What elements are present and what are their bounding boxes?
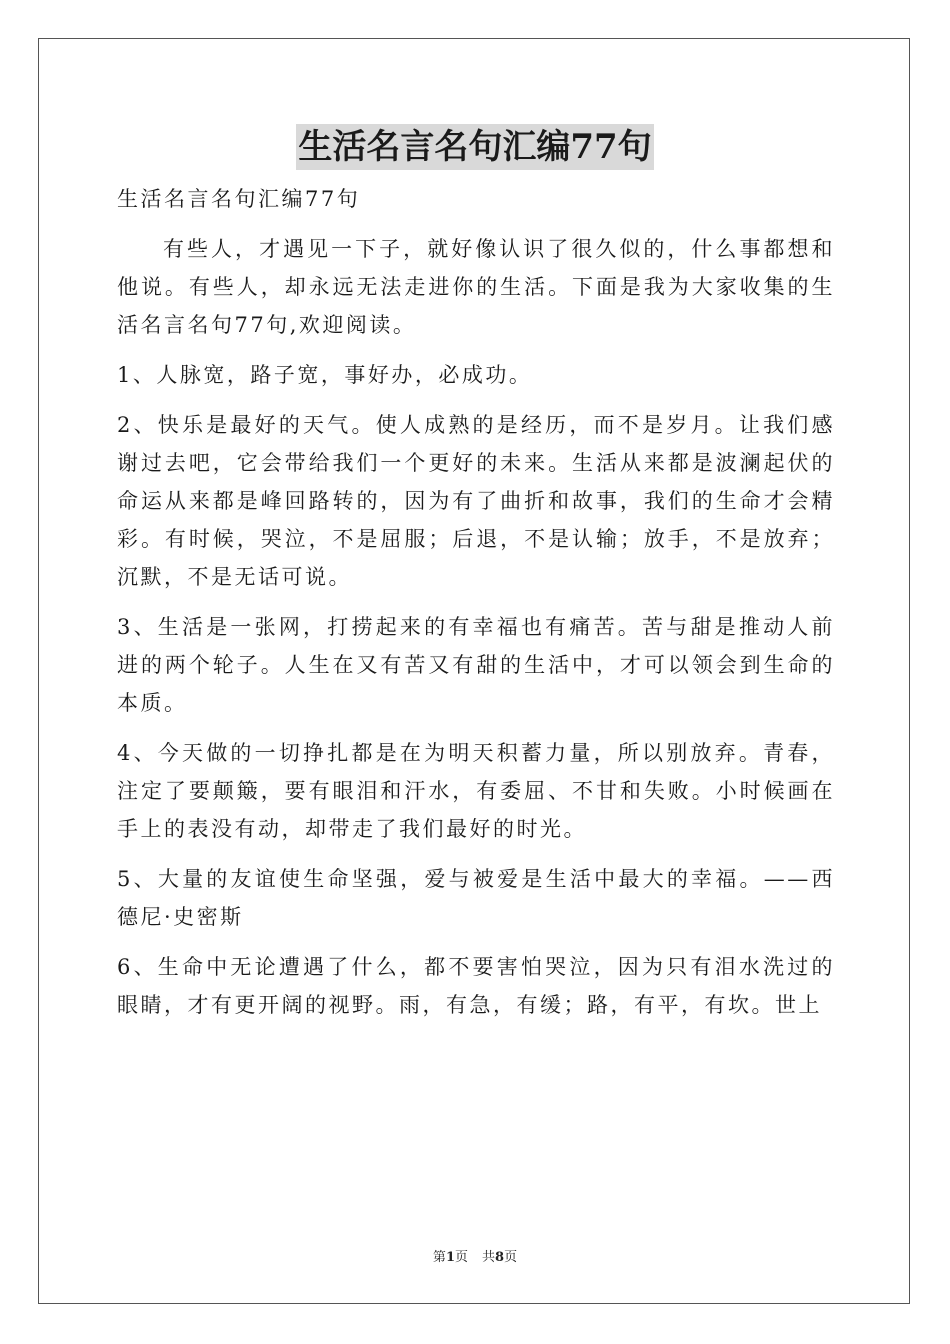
- total-prefix: 共: [482, 1250, 496, 1265]
- page-unit: 页: [454, 1250, 468, 1265]
- quote-item-3: 3、生活是一张网，打捞起来的有幸福也有痛苦。苦与甜是推动人前进的两个轮子。人生在又有苦又有甜的生活中，才可以领会到生命的本质。: [117, 615, 835, 715]
- title-container: [0, 124, 950, 170]
- quote-item-2: 2、快乐是最好的天气。使人成熟的是经历，而不是岁月。让我们感谢过去吧，它会带给我们一个更好的未来。生活从来都是波澜起伏的命运从来都是峰回路转的，因为有了曲折和故事，我们的生命才会精彩。有时候，哭泣，不是屈服；后退，不是认输；放手，不是放弃；沉默，不是无话可说。: [117, 413, 835, 589]
- intro-paragraph: 有些人，才遇见一下子，就好像认识了很久似的，什么事都想和他说。有些人，却永远无法走进你的生活。下面是我为大家收集的生活名言名句77句,欢迎阅读。: [117, 237, 835, 337]
- quote-item-6: 6、生命中无论遭遇了什么，都不要害怕哭泣，因为只有泪水洗过的眼睛，才有更开阔的视野。雨，有急，有缓；路，有平，有坎。世上: [117, 955, 835, 1017]
- page-prefix: 第: [432, 1250, 446, 1265]
- quote-item-1: 1、人脉宽，路子宽，事好办，必成功。: [117, 363, 533, 387]
- document-body: [117, 180, 835, 1036]
- quote-item-4: 4、今天做的一切挣扎都是在为明天积蓄力量，所以别放弃。青春，注定了要颠簸，要有眼泪和汗水，有委屈、不甘和失败。小时候画在手上的表没有动，却带走了我们最好的时光。: [117, 741, 835, 841]
- page-total-number: 8: [495, 1250, 505, 1265]
- quote-item-5: 5、大量的友谊使生命坚强，爱与被爱是生活中最大的幸福。——西德尼·史密斯: [117, 867, 835, 929]
- page-footer: [0, 1246, 950, 1265]
- document-subtitle: 生活名言名句汇编77句: [117, 187, 361, 211]
- total-unit: 页: [504, 1250, 518, 1265]
- page-current-number: 1: [445, 1250, 455, 1265]
- document-title: 生活名言名句汇编77句: [296, 124, 653, 170]
